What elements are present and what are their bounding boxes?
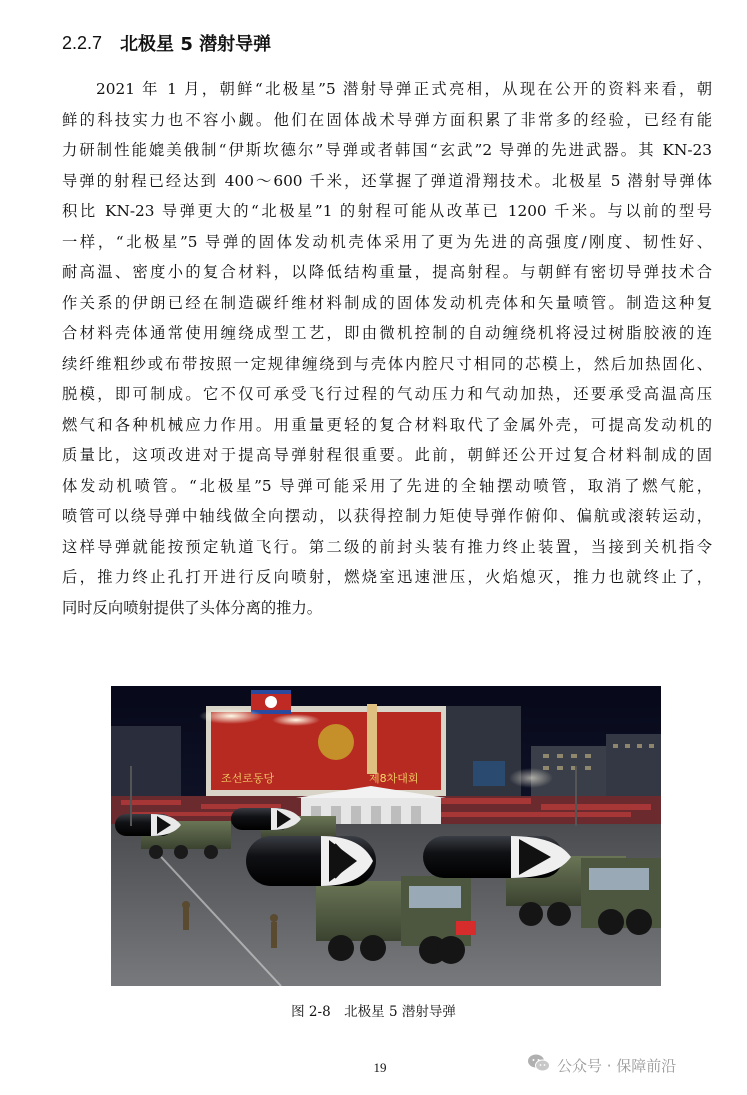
paragraph-line: 作关系的伊朗已经在制造碳纤维材料制成的固体发动机壳体和矢量喷管。制造这种复 xyxy=(62,293,712,312)
section-title: 北极星 5 潜射导弹 xyxy=(120,34,272,55)
paragraph-line: 续纤维粗纱或布带按照一定规律缠绕到与壳体内腔尺寸相同的芯模上，然后加热固化、 xyxy=(62,354,712,373)
missile-parade-photo xyxy=(111,686,661,986)
paragraph-line: 力研制性能媲美俄制“伊斯坎德尔”导弹或者韩国“玄武”2 导弹的先进武器。其 KN-23 xyxy=(62,141,712,159)
banner-text-right: 제8차대회 xyxy=(369,772,419,785)
paragraph-line: 积比 KN-23 导弹更大的“北极星”1 的射程可能从改革已 1200 千米。与以前的型号 xyxy=(62,202,712,220)
banner-text-left: 조선로동당 xyxy=(221,772,275,785)
paragraph-line: 合材料壳体通常使用缠绕成型工艺，即由微机控制的自动缠绕机将浸过树脂胶液的连 xyxy=(62,324,712,342)
watermark-text: 公众号 · 保障前沿 xyxy=(557,1056,677,1075)
paragraph-line: 体发动机喷管。“北极星”5 导弹可能采用了先进的全轴摆动喷管，取消了燃气舵， xyxy=(62,476,712,495)
paragraph-line: 同时反向喷射提供了头体分离的推力。 xyxy=(62,598,323,617)
section-heading xyxy=(62,28,271,58)
paragraph-line: 耐高温、密度小的复合材料，以降低结构重量，提高射程。与朝鲜有密切导弹技术合 xyxy=(62,263,712,281)
section-number: 2.2.7 xyxy=(62,32,103,53)
paragraph-line: 质量比，这项改进对于提高导弹射程很重要。此前，朝鲜还公开过复合材料制成的固 xyxy=(62,446,712,464)
paragraph-line: 喷管可以绕导弹中轴线做全向摆动，以获得控制力矩使导弹作俯仰、偏航或滚转运动， xyxy=(62,507,712,525)
paragraph-line: 导弹的射程已经达到 400～600 千米，还掌握了弹道滑翔技术。北极星 5 潜射导弹体 xyxy=(62,171,712,190)
body-paragraph xyxy=(62,74,712,623)
paragraph-line: 脱模，即可制成。它不仅可承受飞行过程的气动压力和气动加热，还要承受高温高压 xyxy=(62,385,712,403)
figure-caption: 图 2-8 北极星 5 潜射导弹 xyxy=(291,1004,456,1020)
page-number: 19 xyxy=(373,1060,387,1075)
paragraph-line: 燃气和各种机械应力作用。用重量更轻的复合材料取代了金属外壳，可提高发动机的 xyxy=(62,415,712,434)
paragraph-line: 鲜的科技实力也不容小觑。他们在固体战术导弹方面积累了非常多的经验，已经有能 xyxy=(62,110,712,129)
paragraph-line: 一样，“北极星”5 导弹的固体发动机壳体采用了更为先进的高强度/刚度、韧性好、 xyxy=(62,232,712,251)
paragraph-line: 这样导弹就能按预定轨道飞行。第二级的前封头装有推力终止装置，当接到关机指令 xyxy=(62,537,712,556)
paragraph-line: 2021 年 1 月，朝鲜“北极星”5 潜射导弹正式亮相，从现在公开的资料来看，朝 xyxy=(96,80,712,98)
wechat-icon xyxy=(527,1053,551,1077)
watermark xyxy=(527,1052,676,1078)
paragraph-line: 后，推力终止孔打开进行反向喷射，燃烧室迅速泄压，火焰熄灭，推力也就终止了， xyxy=(62,568,712,586)
